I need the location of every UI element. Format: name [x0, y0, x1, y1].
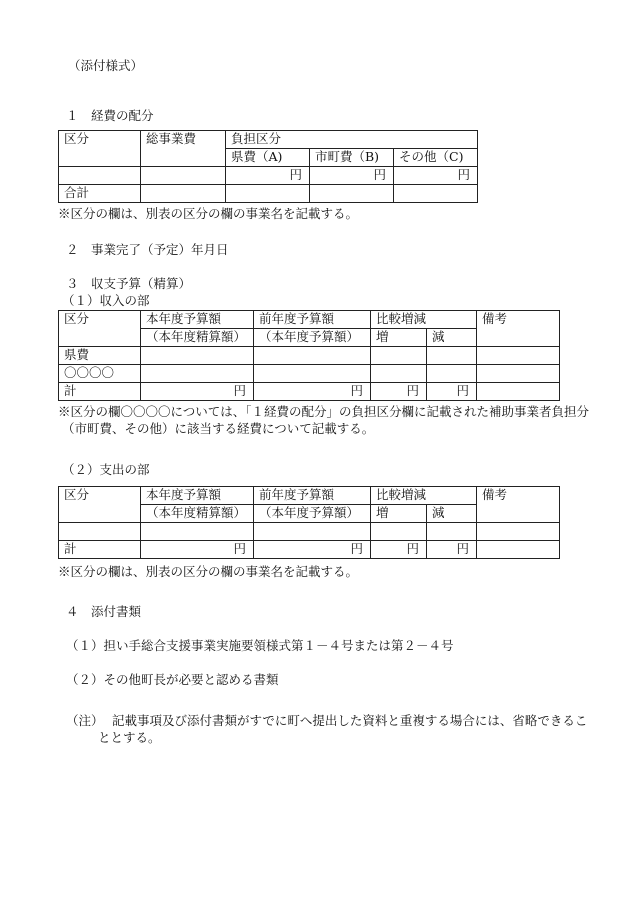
table-row [59, 167, 478, 185]
yen-cell: 円 [371, 383, 427, 401]
row-total-label: 計 [59, 541, 141, 559]
col-kubun: 区分 [59, 131, 141, 167]
row-pref-label: 県費 [59, 347, 141, 365]
income-title: （１）収入の部 [62, 293, 150, 308]
expense-table [58, 486, 560, 559]
col-prev-year: 前年度予算額 [254, 487, 371, 505]
table-row [59, 383, 560, 401]
col-compare: 比較増減 [371, 311, 477, 329]
col-increase: 増 [371, 329, 427, 347]
col-remarks: 備考 [477, 311, 560, 347]
yen-cell: 円 [254, 383, 371, 401]
col-prev-year-budget: （本年度予算額） [254, 505, 371, 523]
expense-title: （２）支出の部 [62, 462, 150, 477]
attachment-item-2: （２）その他町長が必要と認める書類 [66, 672, 279, 687]
yen-cell: 円 [141, 383, 254, 401]
col-this-year-settled: （本年度精算額） [141, 329, 254, 347]
col-decrease: 減 [427, 329, 477, 347]
col-decrease: 減 [427, 505, 477, 523]
col-pref: 県費（A) [226, 149, 310, 167]
attachment-item-1: （１）担い手総合支援事業実施要領様式第１－４号または第２－４号 [66, 638, 454, 653]
col-prev-year-budget: （本年度予算額） [254, 329, 371, 347]
yen-cell: 円 [427, 541, 477, 559]
footnote-line2: ととする。 [98, 730, 161, 745]
footnote-line1: 記載事項及び添付書類がすでに町へ提出した資料と重複する場合には、省略できるこ [112, 713, 588, 728]
section3-title: ３ 収支予算（精算） [66, 276, 192, 291]
section1-note: ※区分の欄は、別表の区分の欄の事業名を記載する。 [58, 206, 359, 221]
expense-note: ※区分の欄は、別表の区分の欄の事業名を記載する。 [58, 564, 359, 579]
section1-title: １ 経費の配分 [66, 108, 154, 123]
table-row [59, 185, 478, 203]
col-kubun: 区分 [59, 311, 141, 347]
table-row [59, 523, 560, 541]
col-this-year: 本年度予算額 [141, 311, 254, 329]
col-other: その他（C) [394, 149, 478, 167]
row-total-label: 計 [59, 383, 141, 401]
yen-cell: 円 [226, 167, 310, 185]
section4-title: ４ 添付書類 [66, 604, 142, 619]
col-this-year-settled: （本年度精算額） [141, 505, 254, 523]
col-kubun: 区分 [59, 487, 141, 523]
yen-cell: 円 [141, 541, 254, 559]
income-table [58, 310, 560, 401]
table-row [59, 541, 560, 559]
expense-allocation-table [58, 130, 478, 203]
form-heading: （添付様式） [68, 58, 144, 73]
yen-cell: 円 [394, 167, 478, 185]
table-row [59, 365, 560, 383]
income-note-line2: （市町費、その他）に該当する経費について記載する。 [62, 421, 375, 436]
col-this-year: 本年度予算額 [141, 487, 254, 505]
footnote-label: （注） [66, 713, 104, 728]
table-row [59, 347, 560, 365]
col-total-cost: 総事業費 [141, 131, 226, 167]
col-prev-year: 前年度予算額 [254, 311, 371, 329]
col-town: 市町費（B) [310, 149, 394, 167]
row-total-label: 合計 [59, 185, 141, 203]
yen-cell: 円 [310, 167, 394, 185]
row-circles-label: 〇〇〇〇 [59, 365, 141, 383]
yen-cell: 円 [427, 383, 477, 401]
income-note-line1: ※区分の欄〇〇〇〇については、「１経費の配分」の負担区分欄に記載された補助事業者負担分 [58, 404, 590, 419]
section2-title: ２ 事業完了（予定）年月日 [66, 242, 229, 257]
yen-cell: 円 [371, 541, 427, 559]
col-increase: 増 [371, 505, 427, 523]
yen-cell: 円 [254, 541, 371, 559]
col-compare: 比較増減 [371, 487, 477, 505]
col-burden: 負担区分 [226, 131, 478, 149]
col-remarks: 備考 [477, 487, 560, 523]
